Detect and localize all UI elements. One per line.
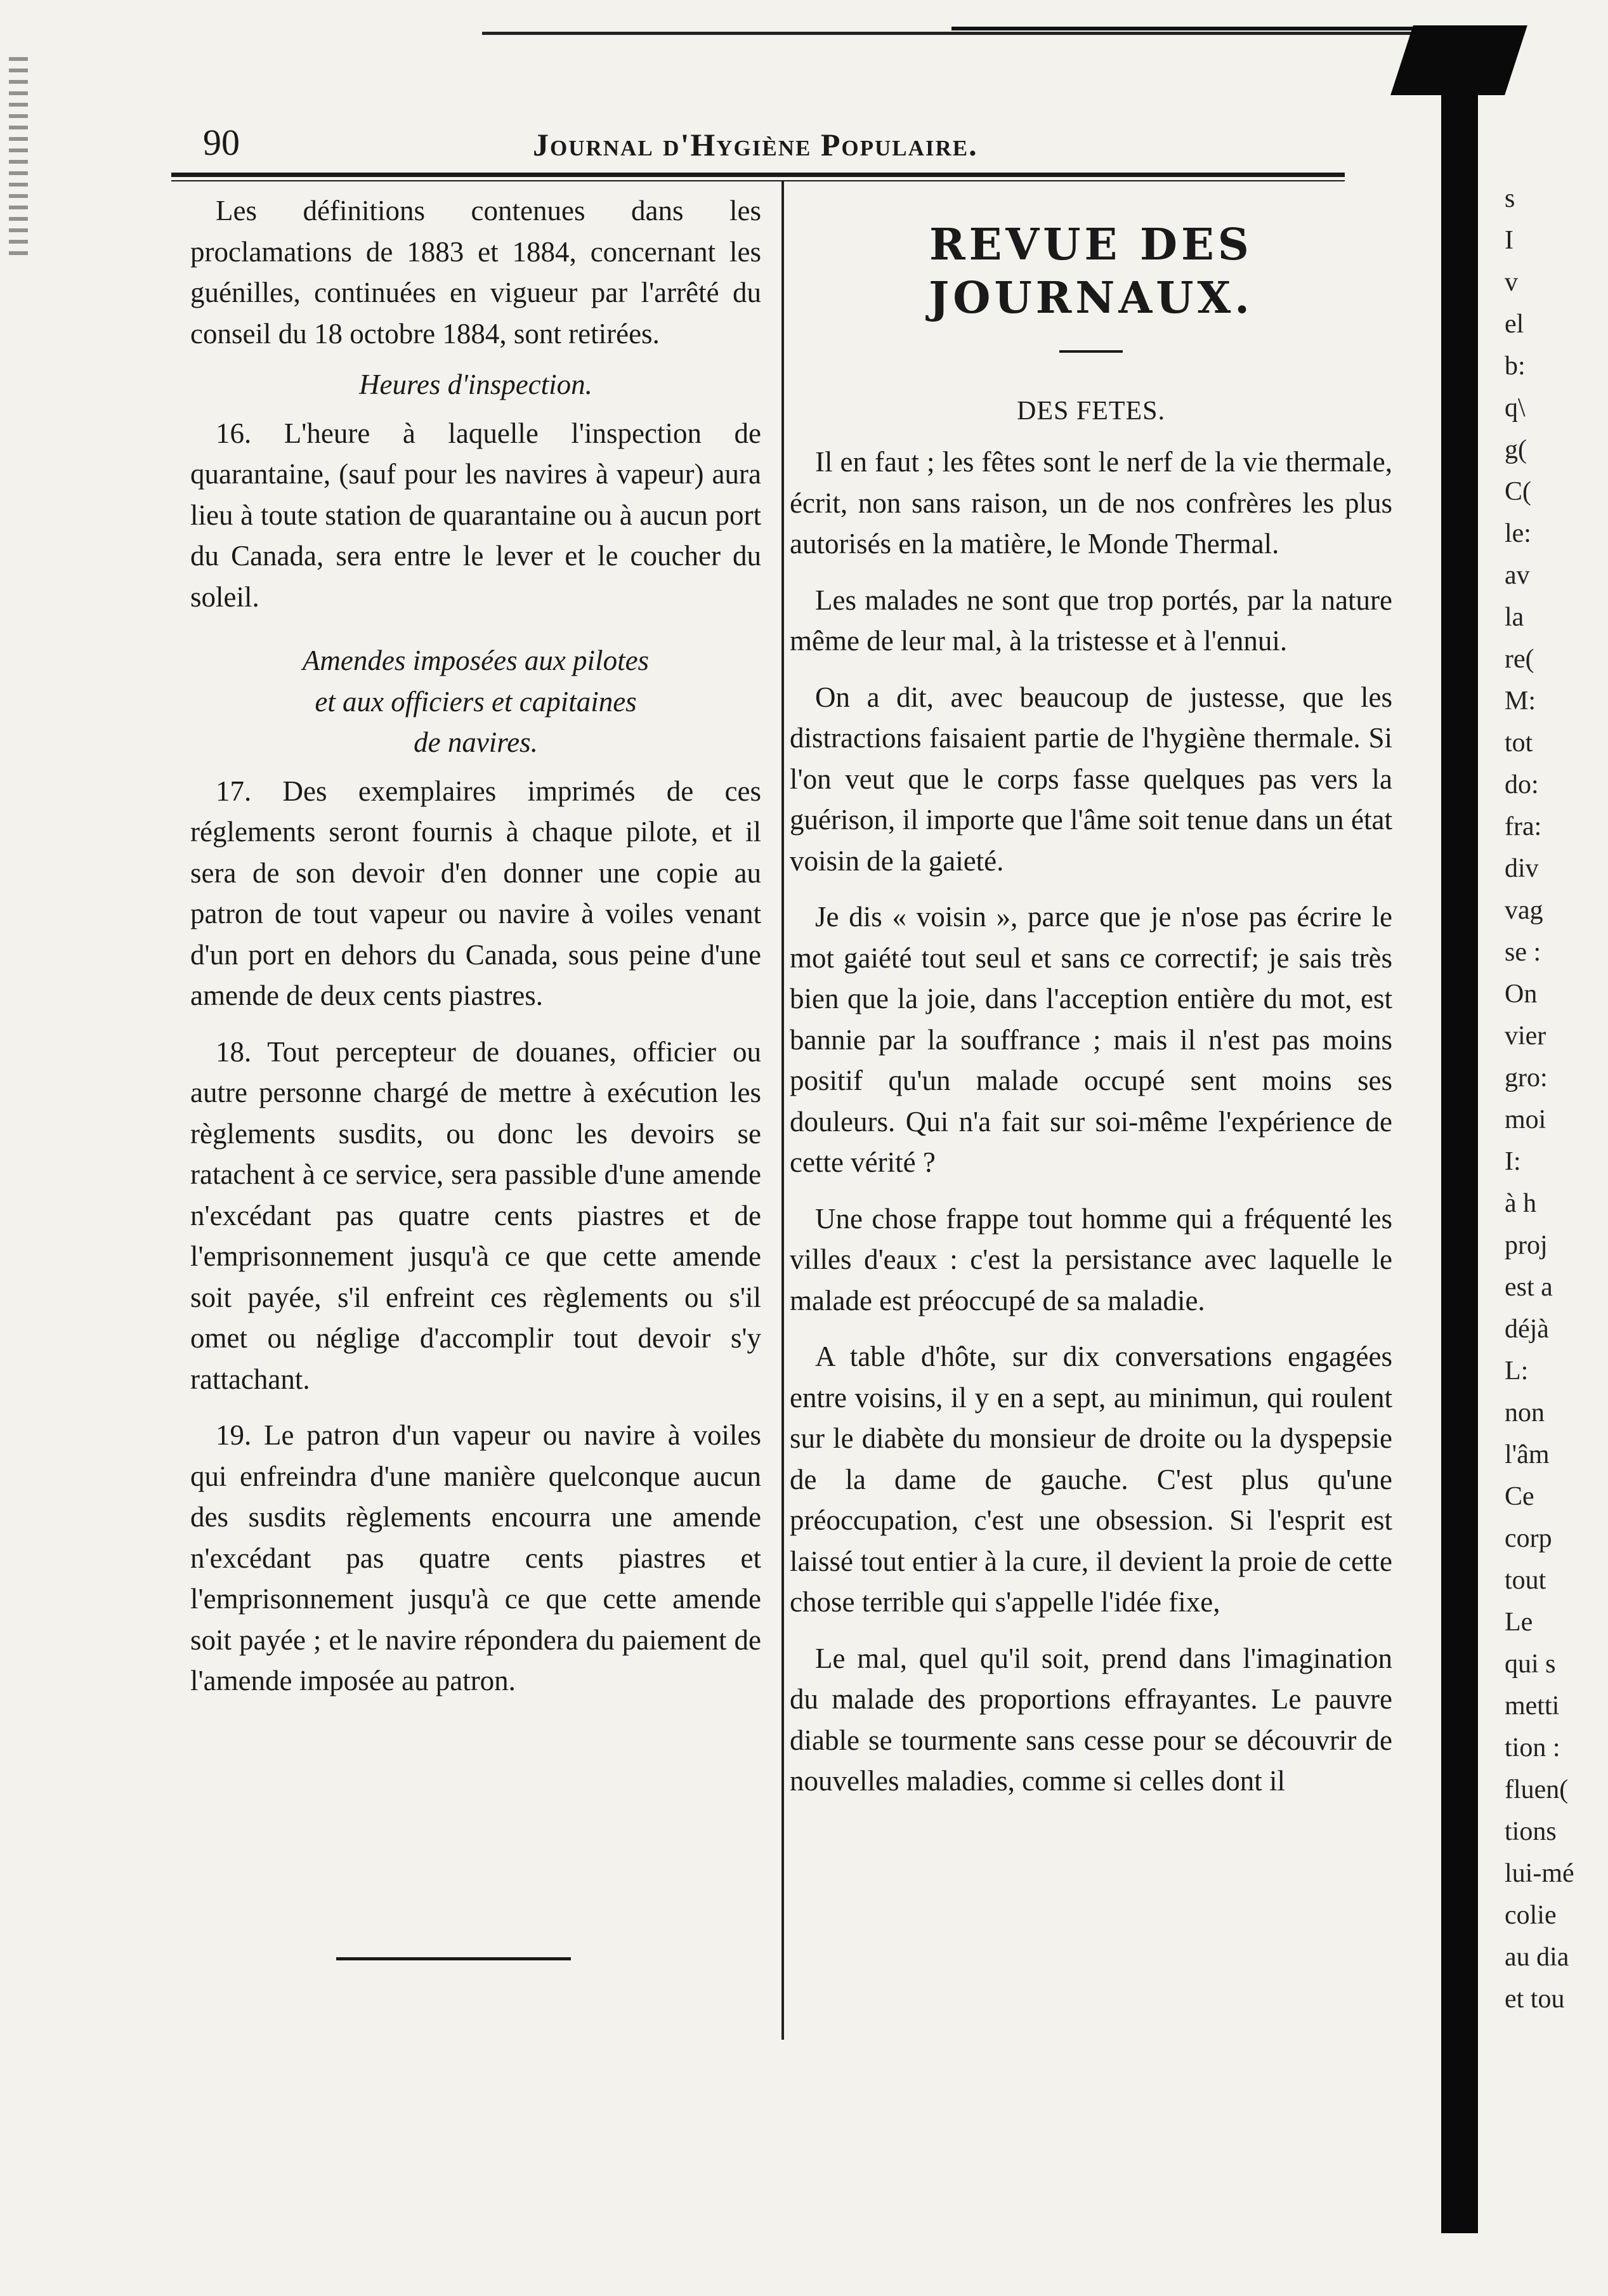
bleed-fragment: gro: (1505, 1063, 1548, 1092)
bleed-fragment: vag (1505, 896, 1543, 925)
bleed-fragment: qui s (1505, 1650, 1556, 1679)
bleed-fragment: metti (1505, 1691, 1560, 1721)
bleed-fragment: colie (1505, 1901, 1557, 1930)
bleed-fragment: el (1505, 310, 1524, 339)
bleed-fragment: moi (1505, 1105, 1546, 1134)
paragraph-fetes-2: Les malades ne sont que trop portés, par la nature même de leur mal, à la tristesse et à l'ennui. (790, 584, 1392, 657)
right-column (790, 190, 1392, 1802)
bleed-fragment: lui-mé (1505, 1859, 1574, 1888)
bleed-fragment: fra: (1505, 812, 1542, 841)
bleed-fragment: Ce (1505, 1482, 1534, 1511)
bleed-fragment: fluen( (1505, 1775, 1569, 1804)
article-subheading: DES FETES. (1016, 397, 1166, 426)
adjacent-page-fragments (1505, 178, 1606, 2020)
heading-fines-line-3: de navires. (414, 726, 538, 758)
bleed-fragment: déjà (1505, 1315, 1549, 1344)
running-title: Journal d'Hygiène Populaire. (533, 127, 978, 162)
heading-fines-line-2: et aux officiers et capitaines (315, 685, 637, 718)
heading-inspection-hours: Heures d'inspection. (359, 369, 592, 400)
bleed-fragment: g( (1505, 435, 1527, 464)
bleed-fragment: l'âm (1505, 1440, 1550, 1469)
bleed-fragment: I (1505, 226, 1513, 255)
paragraph-fetes-3: On a dit, avec beaucoup de justesse, que les distractions faisaient partie de l'hygiène thermale. Si l'on veut que le corps fasse quelques pas vers la guérison, il importe que l'âme soit tenue dans un état voisin de la gaieté. (790, 681, 1392, 877)
bleed-fragment: I: (1505, 1147, 1521, 1176)
paragraph-definitions: Les définitions contenues dans les proclamations de 1883 et 1884, concernant les guénilles, continuées en vigueur par l'arrêté du conseil du 18 octobre 1884, sont retirées. (190, 195, 761, 350)
binding-shadow (9, 57, 28, 260)
end-of-article-rule (336, 1957, 571, 1960)
bleed-fragment: L: (1505, 1356, 1529, 1386)
paragraph-article-16: 16. L'heure à laquelle l'inspection de quarantaine, (sauf pour les navires à vapeur) aura lieu à toute station de quarantaine ou à aucun port du Canada, sera entre le lever et le coucher du soleil. (190, 417, 761, 613)
bleed-fragment: la (1505, 603, 1524, 632)
bleed-fragment: On (1505, 980, 1538, 1009)
bleed-fragment: se : (1505, 938, 1541, 967)
section-title: REVUE DES JOURNAUX. (929, 220, 1253, 324)
heading-fines (190, 640, 761, 763)
bleed-fragment: M: (1505, 686, 1536, 716)
bleed-fragment: vier (1505, 1021, 1546, 1051)
paragraph-article-17: 17. Des exemplaires imprimés de ces réglements seront fournis à chaque pilote, et il sera de son devoir d'en donner une copie au patron de tout vapeur ou navire à voiles venant d'un port en dehors du Canada, sous peine d'une amende de deux cents piastres. (190, 775, 761, 1011)
bleed-fragment: proj (1505, 1231, 1548, 1260)
bleed-fragment: v (1505, 268, 1518, 297)
paragraph-fetes-5: Une chose frappe tout homme qui a fréquenté les villes d'eaux : c'est la persistance avec laquelle le malade est préoccupé de sa maladie. (790, 1202, 1392, 1316)
bleed-fragment: non (1505, 1398, 1545, 1427)
column-divider (781, 181, 784, 2040)
header-rule-thin (171, 180, 1345, 181)
bleed-fragment: C( (1505, 477, 1531, 506)
paragraph-fetes-1: Il en faut ; les fêtes sont le nerf de la vie thermale, écrit, non sans raison, un de nos confrères les plus autorisés en la matière, le Monde Thermal. (790, 446, 1392, 560)
bleed-fragment: div (1505, 854, 1539, 883)
bleed-fragment: s (1505, 184, 1515, 213)
bleed-fragment: tout (1505, 1566, 1546, 1595)
bleed-fragment: corp (1505, 1524, 1552, 1553)
bleed-fragment: tions (1505, 1817, 1557, 1846)
bleed-fragment: à h (1505, 1189, 1537, 1218)
title-dash (1059, 350, 1123, 353)
bleed-fragment: b: (1505, 351, 1526, 381)
header-rule (171, 173, 1345, 177)
paragraph-fetes-7: Le mal, quel qu'il soit, prend dans l'imagination du malade des proportions effrayantes. Le pauvre diable se tourmente sans cesse pour se découvrir de nouvelles maladies, comme si celles dont il (790, 1642, 1392, 1797)
bleed-fragment: do: (1505, 770, 1539, 799)
heading-fines-line-1: Amendes imposées aux pilotes (302, 645, 650, 676)
bleed-fragment: tion : (1505, 1733, 1560, 1762)
paragraph-fetes-4: Je dis « voisin », parce que je n'ose pas écrire le mot gaiété tout seul et sans ce correctif; je sais très bien que la joie, dans l'acception entière du mot, est bannie par la souffrance ; mais il n'est pas moins positif qu'un malade occupé sent moins ses douleurs. Qui n'a fait sur soi-même l'expérience de cette vérité ? (790, 901, 1392, 1178)
bleed-fragment: Le (1505, 1608, 1533, 1637)
bleed-fragment: re( (1505, 645, 1534, 674)
bleed-fragment: tot (1505, 728, 1533, 758)
paragraph-article-18: 18. Tout percepteur de douanes, officier ou autre personne chargé de mettre à exécution les règlements susdits, ou donc les devoirs se ratachent à ce service, sera passible d'une amende n'excédant pas quatre cents piastres et de l'emprisonnement jusqu'à ce que cette amende soit payée, s'il enfreint ces règlements ou s'il omet ou néglige d'accomplir tout devoir s'y rattachant. (190, 1035, 761, 1395)
bleed-fragment: et tou (1505, 1984, 1565, 2014)
bleed-fragment: av (1505, 561, 1530, 590)
paragraph-fetes-6: A table d'hôte, sur dix conversations engagées entre voisins, il y en a sept, au minimun, qui roulent sur le diabète du monsieur de droite ou la dyspepsie de la dame de gauche. C'est plus qu'une préoccupation, c'est une obsession. Si l'esprit est laissé tout entier à la cure, il devient la proie de cette chose terrible qui s'appelle l'idée fixe, (790, 1341, 1392, 1618)
top-scan-rule (482, 32, 1510, 35)
bleed-fragment: q\ (1505, 393, 1526, 423)
page-number: 90 (203, 122, 240, 163)
left-column (190, 190, 761, 1702)
bleed-fragment: au dia (1505, 1943, 1569, 1972)
bleed-fragment: est a (1505, 1273, 1553, 1302)
bleed-fragment: le: (1505, 519, 1531, 548)
paragraph-article-19: 19. Le patron d'un vapeur ou navire à voiles qui enfreindra d'une manière quelconque aucun des susdits règlements encourra une amende n'excédant pas quatre cents piastres et l'emprisonnement jusqu'à ce que cette amende soit payée ; et le navire répondera du paiement de l'amende imposée au patron. (190, 1419, 761, 1696)
scan-edge-shadow (1441, 70, 1478, 2233)
